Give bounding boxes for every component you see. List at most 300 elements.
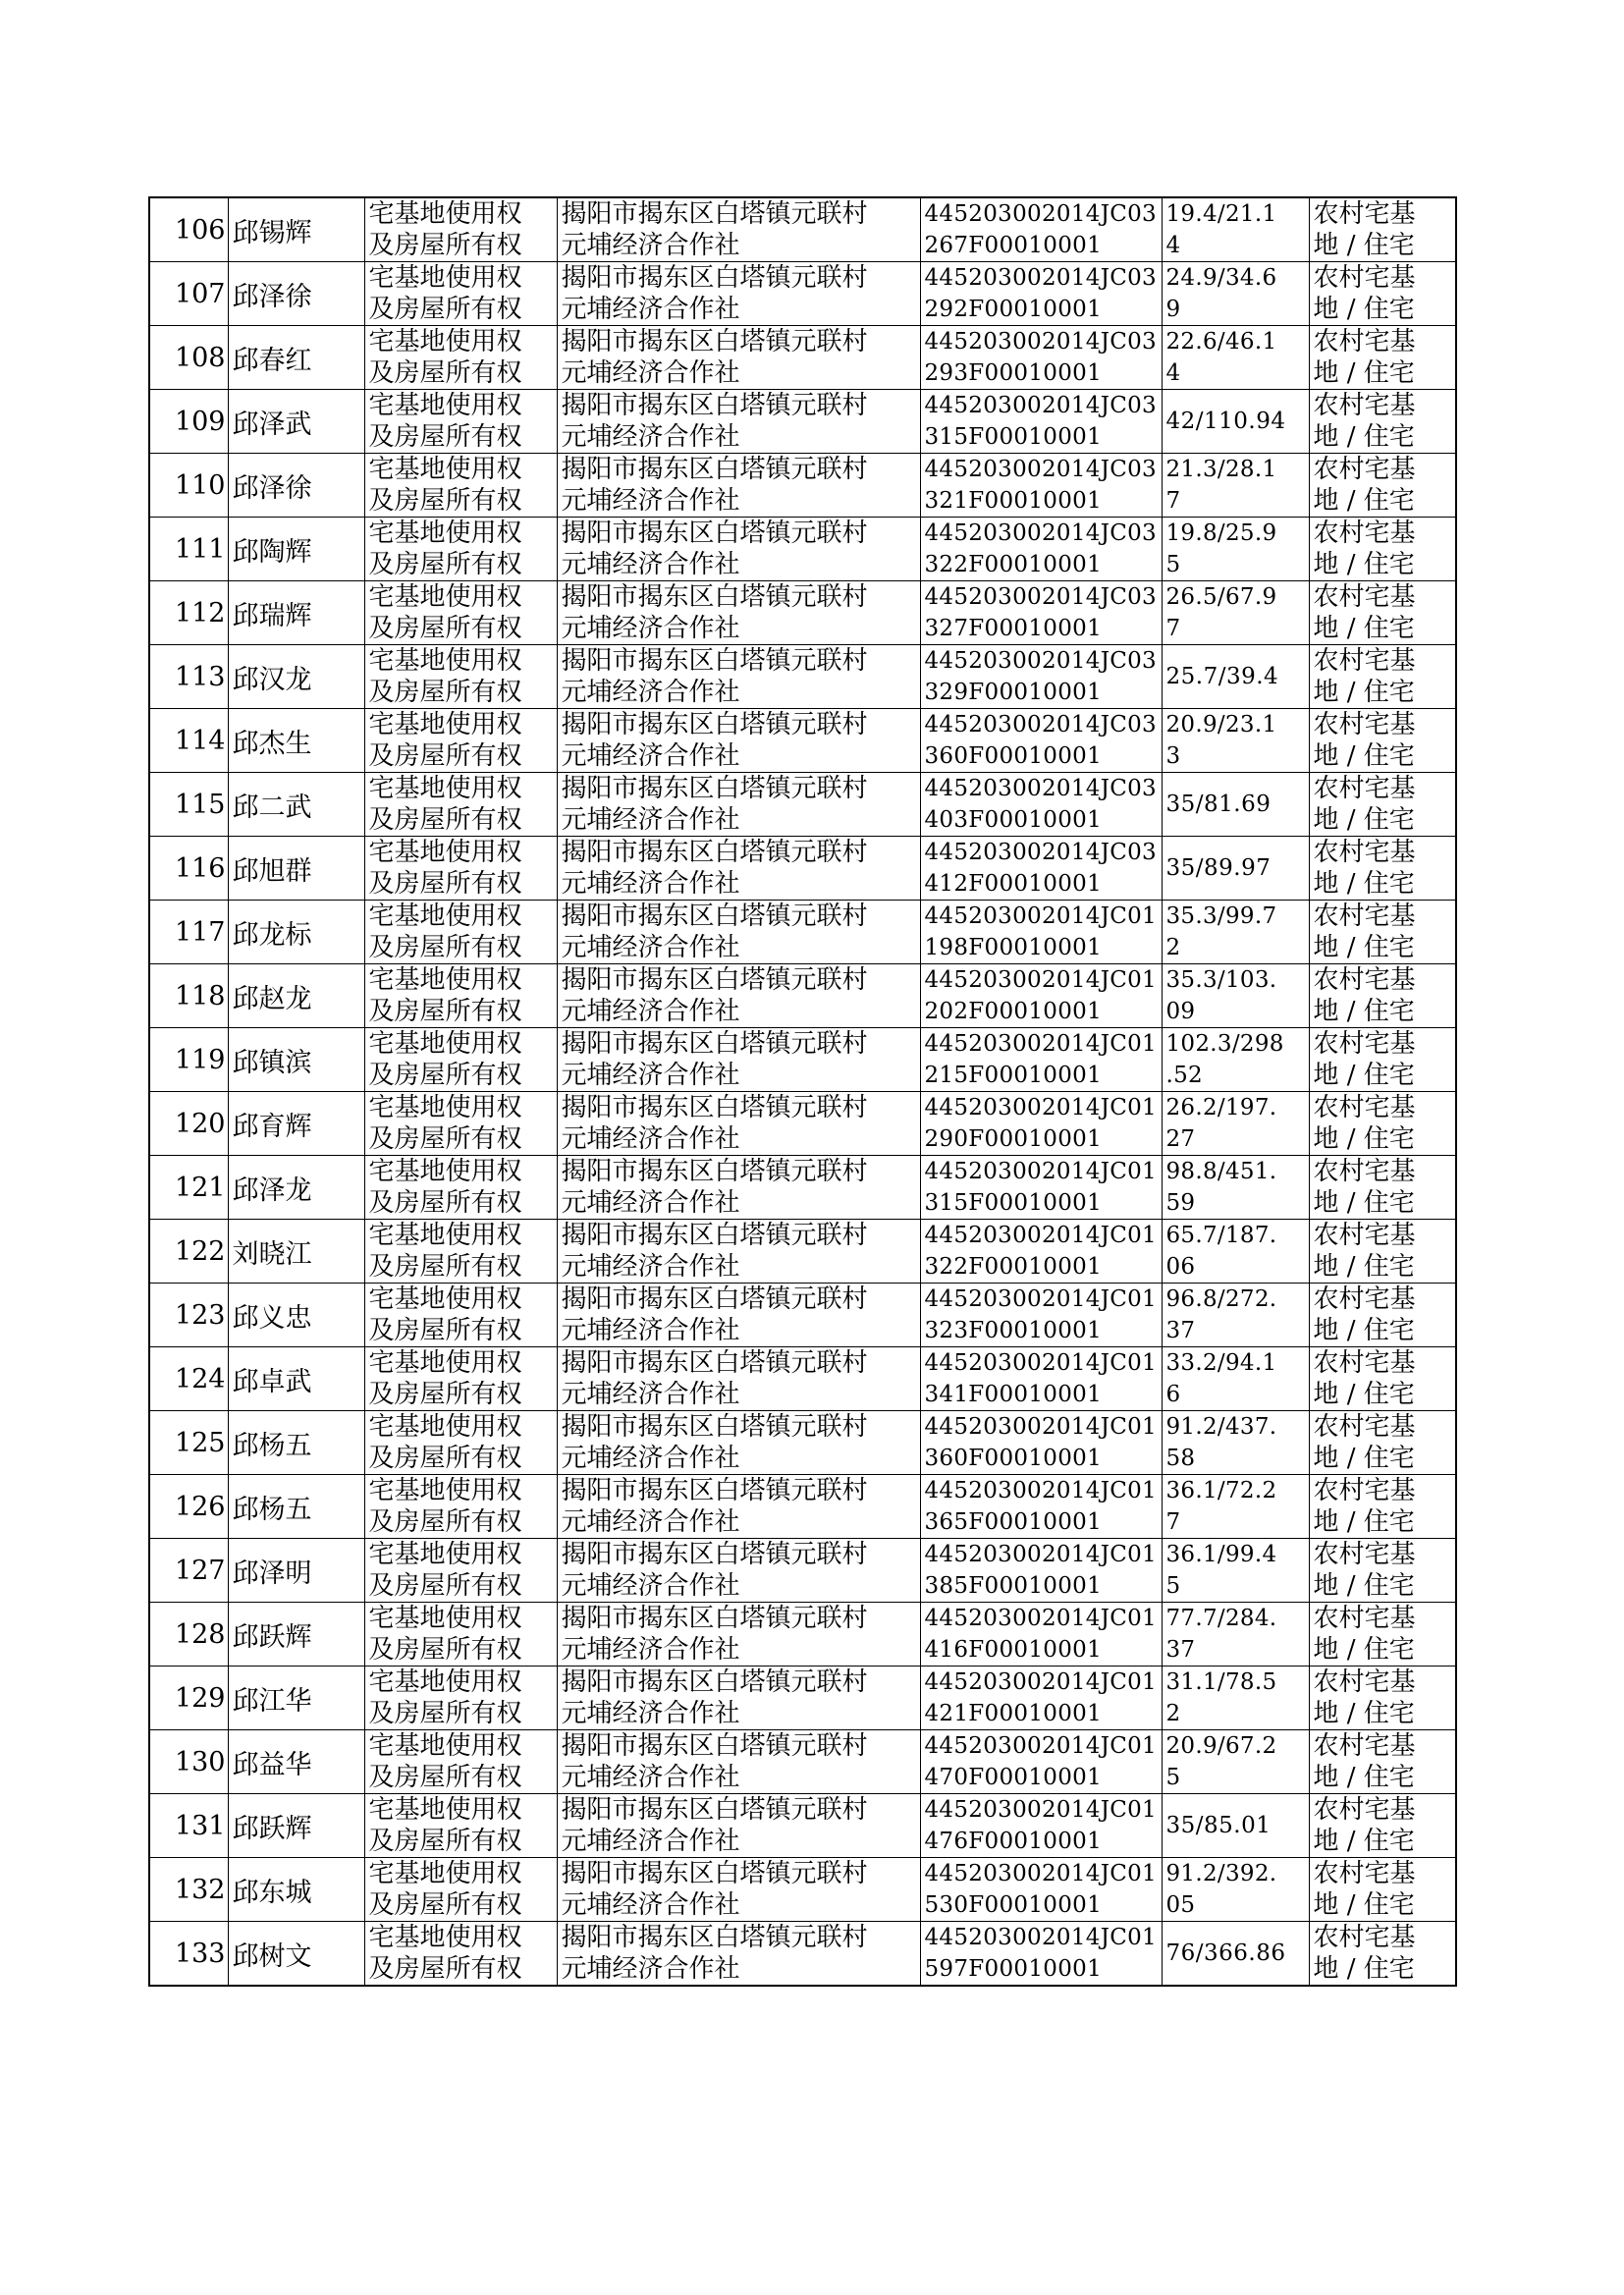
land-use-line: 农村宅基 [1313, 1093, 1416, 1122]
location-cell [557, 901, 920, 964]
land-use-cell [1309, 773, 1456, 837]
table-row [149, 1730, 1456, 1794]
area-value: 35/85.01 [1165, 1813, 1272, 1838]
location-cell [557, 518, 920, 581]
parcel-code-cell [920, 1220, 1162, 1284]
parcel-code-line: 292F00010001 [924, 297, 1103, 322]
parcel-code-line: 445203002014JC03 [924, 393, 1157, 418]
area-line: 9 [1165, 297, 1181, 322]
parcel-code-cell [920, 645, 1162, 709]
area-line: 5 [1165, 552, 1181, 577]
right-type-line: 宅基地使用权 [368, 1412, 522, 1442]
location-line: 揭阳市揭东区白塔镇元联村 [561, 965, 868, 995]
owner-name-cell: 邱泽徐 [228, 454, 364, 518]
area-line: 35.3/103. [1165, 967, 1277, 993]
location-cell [557, 1730, 920, 1794]
land-use-line: 农村宅基 [1313, 774, 1416, 803]
right-type-line: 宅基地使用权 [368, 1923, 522, 1952]
parcel-code-line: 445203002014JC01 [924, 1733, 1157, 1759]
land-use-line: 农村宅基 [1313, 1476, 1416, 1505]
land-use-line: 地 / 住宅 [1313, 1635, 1415, 1665]
land-use-line: 地 / 住宅 [1313, 422, 1415, 452]
parcel-code-line: 445203002014JC01 [924, 1669, 1157, 1695]
area-line: 20.9/67.2 [1165, 1733, 1277, 1759]
location-cell [557, 262, 920, 326]
land-use-line: 地 / 住宅 [1313, 1890, 1415, 1920]
land-use-line: 农村宅基 [1313, 199, 1416, 229]
location-cell [557, 709, 920, 773]
row-number-cell: 122 [149, 1220, 228, 1284]
land-use-line: 地 / 住宅 [1313, 1124, 1415, 1154]
land-use-line: 地 / 住宅 [1313, 1763, 1415, 1792]
location-cell [557, 390, 920, 454]
area-cell [1162, 1156, 1309, 1220]
right-type-line: 宅基地使用权 [368, 1859, 522, 1888]
right-type-line: 宅基地使用权 [368, 1540, 522, 1569]
area-cell [1162, 326, 1309, 390]
area-cell [1162, 773, 1309, 837]
parcel-code-line: 445203002014JC03 [924, 584, 1157, 610]
row-number-cell: 130 [149, 1730, 228, 1794]
area-line: 26.5/67.9 [1165, 584, 1277, 610]
right-type-line: 宅基地使用权 [368, 1284, 522, 1314]
parcel-code-line: 416F00010001 [924, 1637, 1103, 1663]
right-type-line: 及房屋所有权 [368, 678, 522, 707]
location-cell [557, 581, 920, 645]
land-use-cell [1309, 1539, 1456, 1603]
parcel-code-cell [920, 326, 1162, 390]
right-type-cell [364, 1475, 557, 1539]
area-cell [1162, 645, 1309, 709]
registration-table [148, 196, 1457, 1987]
area-cell [1162, 901, 1309, 964]
parcel-code-cell [920, 1028, 1162, 1092]
location-cell [557, 773, 920, 837]
location-cell [557, 1667, 920, 1730]
land-use-line: 农村宅基 [1313, 1157, 1416, 1186]
location-line: 揭阳市揭东区白塔镇元联村 [561, 1284, 868, 1314]
land-use-line: 地 / 住宅 [1313, 231, 1415, 260]
area-cell [1162, 262, 1309, 326]
table-row [149, 454, 1456, 518]
location-line: 元埔经济合作社 [561, 422, 740, 452]
owner-name-cell: 邱杨五 [228, 1475, 364, 1539]
area-cell [1162, 1922, 1309, 1987]
owner-name-cell: 邱江华 [228, 1667, 364, 1730]
land-use-line: 地 / 住宅 [1313, 869, 1415, 899]
parcel-code-cell [920, 1156, 1162, 1220]
table-row [149, 1220, 1456, 1284]
table-row [149, 1794, 1456, 1858]
parcel-code-line: 445203002014JC01 [924, 967, 1157, 993]
owner-name-cell: 邱跃辉 [228, 1794, 364, 1858]
land-use-line: 农村宅基 [1313, 327, 1416, 356]
land-use-cell [1309, 1284, 1456, 1347]
location-line: 元埔经济合作社 [561, 1316, 740, 1345]
parcel-code-line: 445203002014JC01 [924, 1606, 1157, 1631]
owner-name-cell: 邱泽武 [228, 390, 364, 454]
row-number-cell: 119 [149, 1028, 228, 1092]
land-use-cell [1309, 1411, 1456, 1475]
row-number-cell: 112 [149, 581, 228, 645]
right-type-line: 及房屋所有权 [368, 486, 522, 516]
area-line: 05 [1165, 1892, 1196, 1918]
area-line: 7 [1165, 488, 1181, 514]
land-use-line: 农村宅基 [1313, 646, 1416, 676]
right-type-line: 及房屋所有权 [368, 1890, 522, 1920]
location-line: 揭阳市揭东区白塔镇元联村 [561, 646, 868, 676]
row-number-cell: 106 [149, 197, 228, 262]
location-line: 元埔经济合作社 [561, 1124, 740, 1154]
land-use-line: 农村宅基 [1313, 1795, 1416, 1825]
area-line: 6 [1165, 1382, 1181, 1407]
right-type-line: 及房屋所有权 [368, 1061, 522, 1090]
area-line: 4 [1165, 233, 1181, 258]
parcel-code-line: 445203002014JC01 [924, 1350, 1157, 1376]
parcel-code-cell [920, 1667, 1162, 1730]
land-use-line: 农村宅基 [1313, 1604, 1416, 1633]
right-type-cell [364, 454, 557, 518]
parcel-code-line: 315F00010001 [924, 424, 1103, 450]
right-type-line: 宅基地使用权 [368, 965, 522, 995]
area-cell [1162, 1603, 1309, 1667]
table-row [149, 1028, 1456, 1092]
parcel-code-line: 530F00010001 [924, 1892, 1103, 1918]
land-use-cell [1309, 1347, 1456, 1411]
land-use-line: 地 / 住宅 [1313, 358, 1415, 388]
table-row [149, 837, 1456, 901]
parcel-code-line: 198F00010001 [924, 935, 1103, 960]
parcel-code-line: 215F00010001 [924, 1063, 1103, 1088]
land-use-line: 地 / 住宅 [1313, 741, 1415, 771]
location-line: 元埔经济合作社 [561, 1699, 740, 1728]
right-type-line: 及房屋所有权 [368, 1699, 522, 1728]
right-type-cell [364, 197, 557, 262]
area-value: 42/110.94 [1165, 409, 1286, 434]
right-type-cell [364, 709, 557, 773]
parcel-code-line: 445203002014JC01 [924, 1861, 1157, 1886]
location-line: 揭阳市揭东区白塔镇元联村 [561, 710, 868, 739]
land-use-line: 地 / 住宅 [1313, 486, 1415, 516]
location-line: 揭阳市揭东区白塔镇元联村 [561, 1859, 868, 1888]
owner-name-cell: 邱瑞辉 [228, 581, 364, 645]
area-cell [1162, 1028, 1309, 1092]
parcel-code-line: 445203002014JC01 [924, 1223, 1157, 1248]
parcel-code-cell [920, 773, 1162, 837]
land-use-line: 地 / 住宅 [1313, 1827, 1415, 1856]
owner-name-cell: 邱汉龙 [228, 645, 364, 709]
right-type-cell [364, 581, 557, 645]
parcel-code-cell [920, 1730, 1162, 1794]
area-line: 5 [1165, 1573, 1181, 1599]
right-type-line: 宅基地使用权 [368, 1348, 522, 1378]
location-line: 元埔经济合作社 [561, 741, 740, 771]
owner-name-cell: 邱卓武 [228, 1347, 364, 1411]
right-type-cell [364, 518, 557, 581]
location-line: 元埔经济合作社 [561, 1890, 740, 1920]
parcel-code-line: 341F00010001 [924, 1382, 1103, 1407]
owner-name-cell: 邱泽龙 [228, 1156, 364, 1220]
land-use-line: 地 / 住宅 [1313, 1316, 1415, 1345]
parcel-code-line: 445203002014JC01 [924, 1414, 1157, 1440]
row-number-cell: 117 [149, 901, 228, 964]
parcel-code-line: 403F00010001 [924, 807, 1103, 833]
table-body [149, 197, 1456, 1986]
row-number-cell: 114 [149, 709, 228, 773]
location-line: 揭阳市揭东区白塔镇元联村 [561, 263, 868, 293]
area-line: 65.7/187. [1165, 1223, 1277, 1248]
location-line: 元埔经济合作社 [561, 550, 740, 579]
parcel-code-line: 597F00010001 [924, 1956, 1103, 1982]
parcel-code-line: 445203002014JC03 [924, 712, 1157, 738]
right-type-cell [364, 901, 557, 964]
parcel-code-line: 322F00010001 [924, 552, 1103, 577]
land-use-line: 地 / 住宅 [1313, 1444, 1415, 1473]
area-value: 35/81.69 [1165, 792, 1272, 817]
parcel-code-cell [920, 581, 1162, 645]
location-cell [557, 1922, 920, 1987]
area-cell [1162, 1858, 1309, 1922]
row-number-cell: 123 [149, 1284, 228, 1347]
parcel-code-line: 321F00010001 [924, 488, 1103, 514]
parcel-code-cell [920, 709, 1162, 773]
land-use-line: 农村宅基 [1313, 1029, 1416, 1059]
table-row [149, 197, 1456, 262]
area-line: 21.3/28.1 [1165, 457, 1277, 482]
right-type-cell [364, 837, 557, 901]
right-type-line: 宅基地使用权 [368, 1476, 522, 1505]
location-line: 揭阳市揭东区白塔镇元联村 [561, 902, 868, 931]
parcel-code-cell [920, 1794, 1162, 1858]
right-type-line: 宅基地使用权 [368, 1157, 522, 1186]
area-cell [1162, 709, 1309, 773]
right-type-cell [364, 1092, 557, 1156]
location-cell [557, 964, 920, 1028]
land-use-line: 地 / 住宅 [1313, 1380, 1415, 1409]
right-type-cell [364, 1156, 557, 1220]
owner-name-cell: 邱龙标 [228, 901, 364, 964]
right-type-line: 宅基地使用权 [368, 710, 522, 739]
right-type-line: 及房屋所有权 [368, 869, 522, 899]
land-use-cell [1309, 1220, 1456, 1284]
area-line: 4 [1165, 360, 1181, 386]
owner-name-cell: 邱旭群 [228, 837, 364, 901]
row-number-cell: 111 [149, 518, 228, 581]
area-line: 19.8/25.9 [1165, 520, 1277, 546]
table-row [149, 901, 1456, 964]
area-line: 37 [1165, 1637, 1196, 1663]
owner-name-cell: 邱东城 [228, 1858, 364, 1922]
location-line: 揭阳市揭东区白塔镇元联村 [561, 582, 868, 612]
row-number-cell: 121 [149, 1156, 228, 1220]
row-number-cell: 115 [149, 773, 228, 837]
location-line: 揭阳市揭东区白塔镇元联村 [561, 1412, 868, 1442]
owner-name-cell: 邱杨五 [228, 1411, 364, 1475]
area-cell [1162, 1411, 1309, 1475]
land-use-line: 农村宅基 [1313, 965, 1416, 995]
row-number-cell: 128 [149, 1603, 228, 1667]
location-line: 揭阳市揭东区白塔镇元联村 [561, 1157, 868, 1186]
parcel-code-cell [920, 1858, 1162, 1922]
owner-name-cell: 邱跃辉 [228, 1603, 364, 1667]
location-line: 元埔经济合作社 [561, 1954, 740, 1984]
right-type-line: 及房屋所有权 [368, 1124, 522, 1154]
right-type-cell [364, 1284, 557, 1347]
area-line: 91.2/392. [1165, 1861, 1277, 1886]
area-line: 19.4/21.1 [1165, 201, 1277, 227]
area-line: 20.9/23.1 [1165, 712, 1277, 738]
parcel-code-line: 445203002014JC03 [924, 329, 1157, 355]
land-use-line: 农村宅基 [1313, 1859, 1416, 1888]
location-cell [557, 1858, 920, 1922]
area-line: 58 [1165, 1446, 1196, 1471]
parcel-code-line: 290F00010001 [924, 1126, 1103, 1152]
parcel-code-cell [920, 262, 1162, 326]
land-use-line: 地 / 住宅 [1313, 1507, 1415, 1537]
row-number-cell: 129 [149, 1667, 228, 1730]
parcel-code-line: 445203002014JC03 [924, 457, 1157, 482]
right-type-line: 及房屋所有权 [368, 550, 522, 579]
land-use-line: 农村宅基 [1313, 838, 1416, 867]
land-use-cell [1309, 1794, 1456, 1858]
parcel-code-line: 445203002014JC01 [924, 1478, 1157, 1503]
parcel-code-cell [920, 1603, 1162, 1667]
land-use-line: 农村宅基 [1313, 455, 1416, 484]
area-cell [1162, 1667, 1309, 1730]
parcel-code-line: 360F00010001 [924, 743, 1103, 769]
area-line: 59 [1165, 1190, 1196, 1216]
land-use-line: 农村宅基 [1313, 1221, 1416, 1250]
table-row [149, 1667, 1456, 1730]
area-value: 35/89.97 [1165, 855, 1272, 881]
owner-name-cell: 邱益华 [228, 1730, 364, 1794]
land-use-cell [1309, 1475, 1456, 1539]
area-line: 102.3/298 [1165, 1031, 1284, 1057]
parcel-code-line: 327F00010001 [924, 616, 1103, 641]
right-type-line: 及房屋所有权 [368, 1380, 522, 1409]
area-line: .52 [1165, 1063, 1203, 1088]
area-line: 31.1/78.5 [1165, 1669, 1277, 1695]
area-line: 36.1/72.2 [1165, 1478, 1277, 1503]
right-type-line: 宅基地使用权 [368, 1604, 522, 1633]
right-type-line: 及房屋所有权 [368, 231, 522, 260]
land-use-cell [1309, 1092, 1456, 1156]
row-number-cell: 131 [149, 1794, 228, 1858]
location-line: 揭阳市揭东区白塔镇元联村 [561, 1795, 868, 1825]
location-line: 元埔经济合作社 [561, 614, 740, 643]
location-cell [557, 1156, 920, 1220]
location-line: 揭阳市揭东区白塔镇元联村 [561, 391, 868, 420]
land-use-cell [1309, 645, 1456, 709]
parcel-code-line: 293F00010001 [924, 360, 1103, 386]
area-cell [1162, 1347, 1309, 1411]
land-use-line: 地 / 住宅 [1313, 1954, 1415, 1984]
right-type-line: 宅基地使用权 [368, 455, 522, 484]
parcel-code-cell [920, 1347, 1162, 1411]
right-type-line: 及房屋所有权 [368, 997, 522, 1026]
right-type-line: 及房屋所有权 [368, 1827, 522, 1856]
land-use-cell [1309, 964, 1456, 1028]
parcel-code-line: 445203002014JC01 [924, 1286, 1157, 1312]
parcel-code-line: 445203002014JC03 [924, 840, 1157, 865]
parcel-code-line: 445203002014JC01 [924, 1797, 1157, 1823]
area-cell [1162, 197, 1309, 262]
location-cell [557, 837, 920, 901]
right-type-cell [364, 1028, 557, 1092]
location-line: 揭阳市揭东区白塔镇元联村 [561, 1348, 868, 1378]
land-use-cell [1309, 901, 1456, 964]
location-line: 元埔经济合作社 [561, 295, 740, 324]
area-line: 37 [1165, 1318, 1196, 1343]
land-use-line: 农村宅基 [1313, 1923, 1416, 1952]
parcel-code-line: 445203002014JC01 [924, 1925, 1157, 1950]
area-cell [1162, 1092, 1309, 1156]
area-line: 96.8/272. [1165, 1286, 1277, 1312]
area-value: 76/366.86 [1165, 1940, 1286, 1966]
table-row [149, 773, 1456, 837]
table-row [149, 390, 1456, 454]
parcel-code-line: 385F00010001 [924, 1573, 1103, 1599]
owner-name-cell: 邱锡辉 [228, 197, 364, 262]
table-row [149, 262, 1456, 326]
right-type-cell [364, 1411, 557, 1475]
parcel-code-cell [920, 1922, 1162, 1987]
right-type-line: 及房屋所有权 [368, 1188, 522, 1218]
area-cell [1162, 1475, 1309, 1539]
location-line: 揭阳市揭东区白塔镇元联村 [561, 1093, 868, 1122]
parcel-code-line: 421F00010001 [924, 1701, 1103, 1726]
land-use-line: 农村宅基 [1313, 519, 1416, 548]
location-cell [557, 1284, 920, 1347]
location-line: 元埔经济合作社 [561, 1188, 740, 1218]
land-use-line: 地 / 住宅 [1313, 1188, 1415, 1218]
right-type-line: 宅基地使用权 [368, 838, 522, 867]
land-use-line: 地 / 住宅 [1313, 1699, 1415, 1728]
land-use-cell [1309, 1730, 1456, 1794]
parcel-code-cell [920, 197, 1162, 262]
row-number-cell: 125 [149, 1411, 228, 1475]
table-row [149, 1603, 1456, 1667]
parcel-code-cell [920, 1092, 1162, 1156]
right-type-cell [364, 1922, 557, 1987]
row-number-cell: 133 [149, 1922, 228, 1987]
parcel-code-line: 470F00010001 [924, 1765, 1103, 1790]
land-use-line: 农村宅基 [1313, 391, 1416, 420]
right-type-line: 宅基地使用权 [368, 263, 522, 293]
right-type-line: 宅基地使用权 [368, 582, 522, 612]
area-line: 5 [1165, 1765, 1181, 1790]
land-use-line: 地 / 住宅 [1313, 295, 1415, 324]
table-row [149, 518, 1456, 581]
area-cell [1162, 837, 1309, 901]
land-use-line: 地 / 住宅 [1313, 678, 1415, 707]
land-use-line: 农村宅基 [1313, 902, 1416, 931]
right-type-cell [364, 1667, 557, 1730]
table-row [149, 709, 1456, 773]
land-use-line: 农村宅基 [1313, 1540, 1416, 1569]
area-cell [1162, 1539, 1309, 1603]
parcel-code-line: 267F00010001 [924, 233, 1103, 258]
location-line: 揭阳市揭东区白塔镇元联村 [561, 1604, 868, 1633]
location-line: 元埔经济合作社 [561, 869, 740, 899]
land-use-cell [1309, 581, 1456, 645]
area-line: 09 [1165, 999, 1196, 1024]
parcel-code-cell [920, 901, 1162, 964]
location-line: 元埔经济合作社 [561, 1571, 740, 1601]
table-row [149, 581, 1456, 645]
right-type-line: 宅基地使用权 [368, 902, 522, 931]
location-line: 揭阳市揭东区白塔镇元联村 [561, 1476, 868, 1505]
